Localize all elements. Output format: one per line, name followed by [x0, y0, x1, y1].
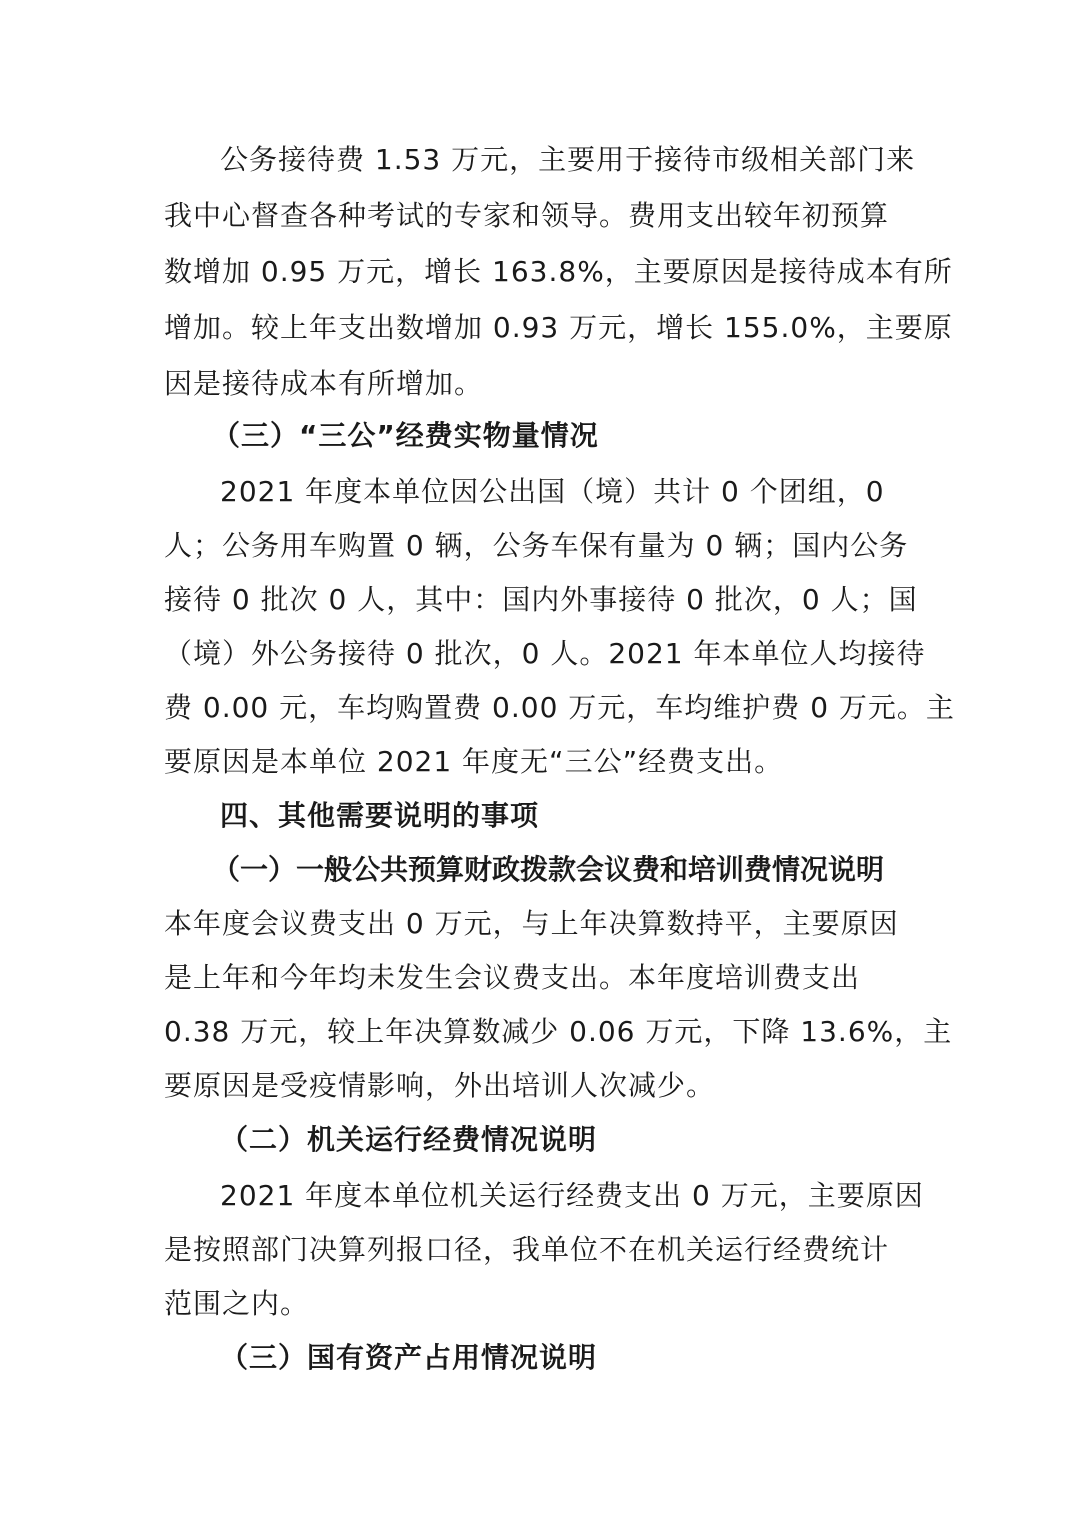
paragraph-line: 2021 年度本单位因公出国（境）共计 0 个团组，0: [220, 475, 885, 508]
paragraph-line: 接待 0 批次 0 人，其中：国内外事接待 0 批次，0 人；国: [164, 583, 918, 616]
paragraph-line: 0.38 万元，较上年决算数减少 0.06 万元，下降 13.6%，主: [164, 1015, 953, 1048]
paragraph-line: 数增加 0.95 万元，增长 163.8%，主要原因是接待成本有所: [164, 255, 953, 288]
paragraph-line: 我中心督查各种考试的专家和领导。费用支出较年初预算: [164, 199, 890, 232]
paragraph-line: 范围之内。: [164, 1287, 310, 1320]
section-heading-other-matters: 四、其他需要说明的事项: [220, 799, 540, 832]
paragraph-line: 要原因是本单位 2021 年度无“三公”经费支出。: [164, 745, 784, 778]
paragraph-line: 公务接待费 1.53 万元，主要用于接待市级相关部门来: [220, 143, 916, 176]
paragraph-line: 2021 年度本单位机关运行经费支出 0 万元，主要原因: [220, 1179, 924, 1212]
section-heading-agency-operation: （二）机关运行经费情况说明: [220, 1123, 598, 1156]
paragraph-line: （境）外公务接待 0 批次，0 人。2021 年本单位人均接待: [164, 637, 926, 670]
paragraph-line: 本年度会议费支出 0 万元，与上年决算数持平，主要原因: [164, 907, 899, 940]
paragraph-line: 是按照部门决算列报口径，我单位不在机关运行经费统计: [164, 1233, 890, 1266]
paragraph-line: 人；公务用车购置 0 辆，公务车保有量为 0 辆；国内公务: [164, 529, 909, 562]
section-heading-state-assets: （三）国有资产占用情况说明: [220, 1341, 598, 1374]
paragraph-line: 是上年和今年均未发生会议费支出。本年度培训费支出: [164, 961, 861, 994]
section-heading-three-public: （三）“三公”经费实物量情况: [212, 419, 599, 452]
paragraph-line: 增加。较上年支出数增加 0.93 万元，增长 155.0%，主要原: [164, 311, 953, 344]
paragraph-line: 费 0.00 元，车均购置费 0.00 万元，车均维护费 0 万元。主: [164, 691, 955, 724]
section-heading-meeting-training: （一）一般公共预算财政拨款会议费和培训费情况说明: [212, 853, 885, 886]
paragraph-line: 因是接待成本有所增加。: [164, 367, 484, 400]
paragraph-line: 要原因是受疫情影响，外出培训人次减少。: [164, 1069, 716, 1102]
